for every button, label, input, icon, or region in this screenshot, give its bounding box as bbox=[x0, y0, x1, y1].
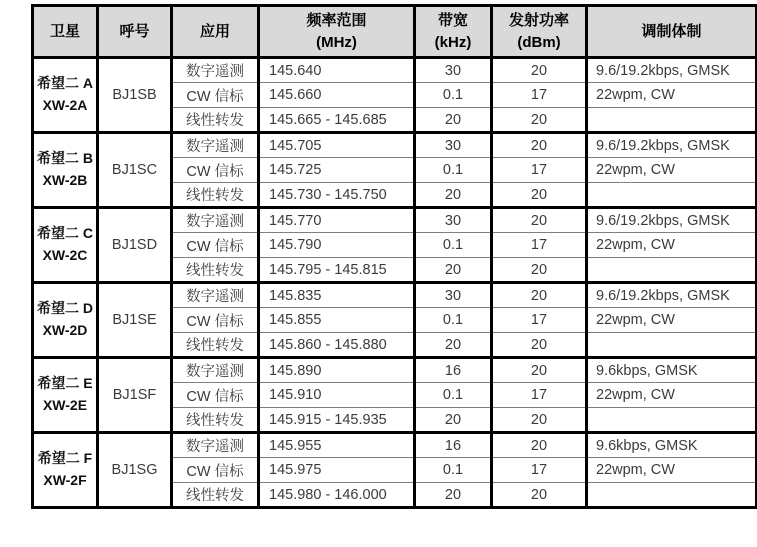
modulation-cell: 22wpm, CW bbox=[587, 158, 757, 183]
bandwidth-cell: 20 bbox=[415, 108, 492, 133]
modulation-cell bbox=[587, 183, 757, 208]
satellite-frequency-table bbox=[31, 4, 757, 509]
bandwidth-cell: 16 bbox=[415, 433, 492, 458]
frequency-cell: 145.975 bbox=[259, 458, 415, 483]
header-bandwidth bbox=[415, 6, 492, 58]
satellite-cell bbox=[33, 433, 98, 508]
satellite-code: XW-2A bbox=[42, 97, 88, 113]
satellite-code: XW-2E bbox=[42, 397, 88, 413]
bandwidth-cell: 0.1 bbox=[415, 233, 492, 258]
application-cell: CW 信标 bbox=[172, 383, 259, 408]
power-cell: 20 bbox=[492, 408, 587, 433]
table-row bbox=[33, 208, 757, 233]
bandwidth-cell: 0.1 bbox=[415, 158, 492, 183]
frequency-cell: 145.640 bbox=[259, 58, 415, 83]
application-cell: 线性转发 bbox=[172, 333, 259, 358]
frequency-cell: 145.665 - 145.685 bbox=[259, 108, 415, 133]
table-row bbox=[33, 433, 757, 458]
power-cell: 17 bbox=[492, 233, 587, 258]
callsign-cell: BJ1SF bbox=[98, 358, 172, 433]
application-cell: CW 信标 bbox=[172, 158, 259, 183]
modulation-cell bbox=[587, 333, 757, 358]
bandwidth-cell: 0.1 bbox=[415, 308, 492, 333]
satellite-cell bbox=[33, 358, 98, 433]
bandwidth-cell: 30 bbox=[415, 208, 492, 233]
modulation-cell bbox=[587, 408, 757, 433]
application-cell: 线性转发 bbox=[172, 483, 259, 508]
satellite-code: XW-2D bbox=[42, 322, 88, 338]
modulation-cell: 22wpm, CW bbox=[587, 83, 757, 108]
modulation-cell bbox=[587, 108, 757, 133]
application-cell: CW 信标 bbox=[172, 308, 259, 333]
frequency-cell: 145.855 bbox=[259, 308, 415, 333]
header-tx-power bbox=[492, 6, 587, 58]
power-cell: 17 bbox=[492, 458, 587, 483]
bandwidth-cell: 20 bbox=[415, 483, 492, 508]
frequency-cell: 145.770 bbox=[259, 208, 415, 233]
table-row bbox=[33, 358, 757, 383]
header-label: 频率范围 bbox=[306, 11, 367, 29]
satellite-cell bbox=[33, 58, 98, 133]
callsign-cell: BJ1SC bbox=[98, 133, 172, 208]
header-label: 带宽 bbox=[437, 11, 468, 29]
modulation-cell: 9.6kbps, GMSK bbox=[587, 433, 757, 458]
modulation-cell: 22wpm, CW bbox=[587, 308, 757, 333]
modulation-cell: 9.6kbps, GMSK bbox=[587, 358, 757, 383]
bandwidth-cell: 0.1 bbox=[415, 83, 492, 108]
application-cell: 数字遥测 bbox=[172, 208, 259, 233]
modulation-cell: 22wpm, CW bbox=[587, 233, 757, 258]
callsign-cell: BJ1SD bbox=[98, 208, 172, 283]
application-cell: 数字遥测 bbox=[172, 358, 259, 383]
application-cell: 线性转发 bbox=[172, 258, 259, 283]
power-cell: 20 bbox=[492, 108, 587, 133]
header-modulation bbox=[587, 6, 757, 58]
frequency-cell: 145.890 bbox=[259, 358, 415, 383]
bandwidth-cell: 20 bbox=[415, 333, 492, 358]
satellite-cell bbox=[33, 133, 98, 208]
power-cell: 20 bbox=[492, 483, 587, 508]
header-label: 应用 bbox=[199, 22, 230, 40]
header-row bbox=[33, 6, 757, 58]
satellite-code: XW-2C bbox=[42, 247, 88, 263]
callsign-cell: BJ1SB bbox=[98, 58, 172, 133]
satellite-name-cn: 希望二 E bbox=[37, 375, 93, 392]
power-cell: 20 bbox=[492, 358, 587, 383]
frequency-cell: 145.860 - 145.880 bbox=[259, 333, 415, 358]
header-application bbox=[172, 6, 259, 58]
table-row bbox=[33, 58, 757, 83]
header-sub: (MHz) bbox=[316, 33, 357, 51]
header-callsign bbox=[98, 6, 172, 58]
frequency-cell: 145.730 - 145.750 bbox=[259, 183, 415, 208]
frequency-cell: 145.660 bbox=[259, 83, 415, 108]
header-frequency-range bbox=[259, 6, 415, 58]
satellite-cell bbox=[33, 283, 98, 358]
header-sub: (kHz) bbox=[434, 33, 472, 51]
satellite-name-cn: 希望二 B bbox=[37, 150, 93, 167]
application-cell: 线性转发 bbox=[172, 408, 259, 433]
frequency-cell: 145.790 bbox=[259, 233, 415, 258]
modulation-cell bbox=[587, 483, 757, 508]
header-sub: (dBm) bbox=[517, 33, 561, 51]
frequency-cell: 145.955 bbox=[259, 433, 415, 458]
power-cell: 20 bbox=[492, 333, 587, 358]
power-cell: 17 bbox=[492, 83, 587, 108]
modulation-cell: 9.6/19.2kbps, GMSK bbox=[587, 133, 757, 158]
power-cell: 20 bbox=[492, 258, 587, 283]
frequency-cell: 145.725 bbox=[259, 158, 415, 183]
satellite-name-cn: 希望二 A bbox=[37, 75, 93, 92]
application-cell: 数字遥测 bbox=[172, 58, 259, 83]
table-row bbox=[33, 133, 757, 158]
bandwidth-cell: 20 bbox=[415, 183, 492, 208]
header-label: 发射功率 bbox=[508, 11, 569, 29]
modulation-cell: 9.6/19.2kbps, GMSK bbox=[587, 208, 757, 233]
power-cell: 17 bbox=[492, 383, 587, 408]
bandwidth-cell: 30 bbox=[415, 133, 492, 158]
bandwidth-cell: 0.1 bbox=[415, 383, 492, 408]
satellite-code: XW-2F bbox=[43, 472, 87, 488]
frequency-cell: 145.915 - 145.935 bbox=[259, 408, 415, 433]
satellite-name-cn: 希望二 D bbox=[37, 300, 93, 317]
application-cell: CW 信标 bbox=[172, 458, 259, 483]
power-cell: 20 bbox=[492, 283, 587, 308]
modulation-cell: 22wpm, CW bbox=[587, 458, 757, 483]
bandwidth-cell: 0.1 bbox=[415, 458, 492, 483]
frequency-cell: 145.835 bbox=[259, 283, 415, 308]
modulation-cell: 9.6/19.2kbps, GMSK bbox=[587, 283, 757, 308]
header-label: 呼号 bbox=[119, 22, 150, 40]
application-cell: 线性转发 bbox=[172, 183, 259, 208]
bandwidth-cell: 30 bbox=[415, 283, 492, 308]
bandwidth-cell: 16 bbox=[415, 358, 492, 383]
modulation-cell bbox=[587, 258, 757, 283]
frequency-cell: 145.980 - 146.000 bbox=[259, 483, 415, 508]
application-cell: 数字遥测 bbox=[172, 133, 259, 158]
header-label: 卫星 bbox=[49, 22, 80, 40]
application-cell: 数字遥测 bbox=[172, 433, 259, 458]
modulation-cell: 22wpm, CW bbox=[587, 383, 757, 408]
power-cell: 17 bbox=[492, 308, 587, 333]
satellite-cell bbox=[33, 208, 98, 283]
modulation-cell: 9.6/19.2kbps, GMSK bbox=[587, 58, 757, 83]
callsign-cell: BJ1SG bbox=[98, 433, 172, 508]
application-cell: 线性转发 bbox=[172, 108, 259, 133]
power-cell: 20 bbox=[492, 58, 587, 83]
frequency-cell: 145.910 bbox=[259, 383, 415, 408]
satellite-name-cn: 希望二 F bbox=[37, 450, 93, 467]
header-label: 调制体制 bbox=[641, 22, 702, 40]
bandwidth-cell: 20 bbox=[415, 258, 492, 283]
application-cell: CW 信标 bbox=[172, 233, 259, 258]
power-cell: 20 bbox=[492, 133, 587, 158]
table-row bbox=[33, 283, 757, 308]
power-cell: 20 bbox=[492, 433, 587, 458]
frequency-cell: 145.705 bbox=[259, 133, 415, 158]
satellite-name-cn: 希望二 C bbox=[37, 225, 93, 242]
header-satellite bbox=[33, 6, 98, 58]
power-cell: 17 bbox=[492, 158, 587, 183]
application-cell: 数字遥测 bbox=[172, 283, 259, 308]
application-cell: CW 信标 bbox=[172, 83, 259, 108]
power-cell: 20 bbox=[492, 208, 587, 233]
power-cell: 20 bbox=[492, 183, 587, 208]
callsign-cell: BJ1SE bbox=[98, 283, 172, 358]
satellite-code: XW-2B bbox=[42, 172, 88, 188]
bandwidth-cell: 30 bbox=[415, 58, 492, 83]
bandwidth-cell: 20 bbox=[415, 408, 492, 433]
frequency-cell: 145.795 - 145.815 bbox=[259, 258, 415, 283]
